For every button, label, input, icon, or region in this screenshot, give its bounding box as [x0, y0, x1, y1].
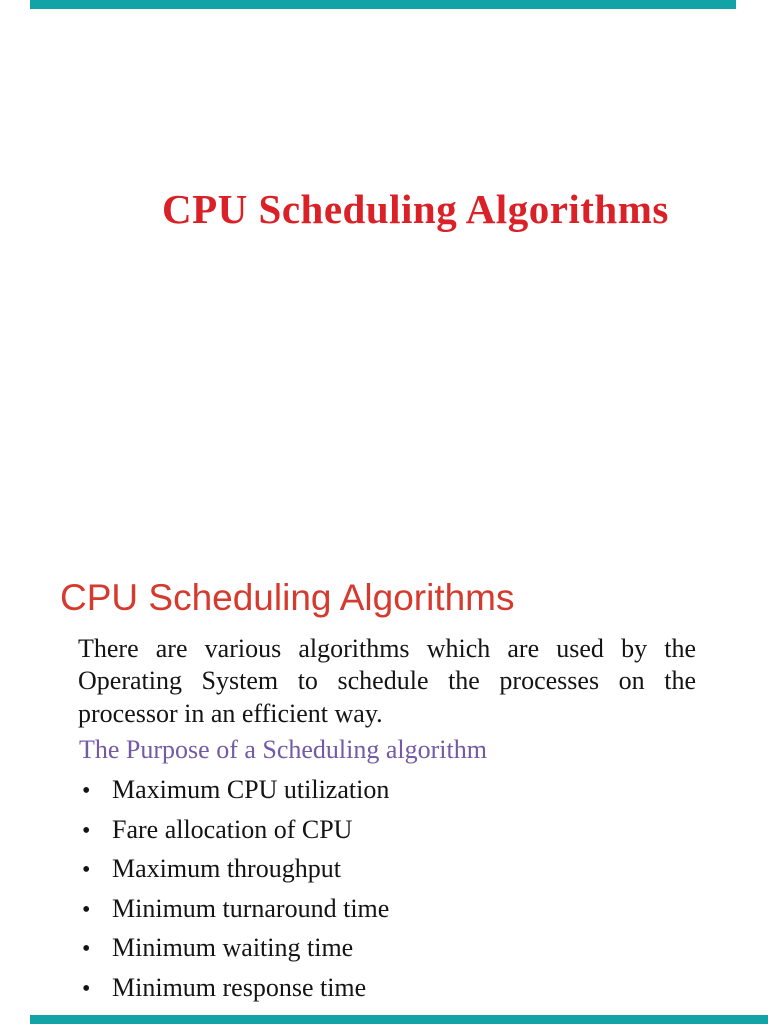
list-item-label: Maximum throughput — [112, 854, 341, 884]
bullet-icon: • — [82, 817, 91, 844]
purpose-bullet-list — [82, 771, 389, 1009]
body-paragraph — [78, 633, 696, 730]
list-item-label: Maximum CPU utilization — [112, 775, 390, 804]
list-item-label: Minimum waiting time — [112, 933, 354, 963]
list-item — [82, 771, 389, 811]
page-separator-bottom — [30, 1015, 768, 1024]
list-item — [82, 969, 389, 1009]
list-item — [82, 811, 389, 851]
bullet-icon: • — [82, 778, 91, 804]
bullet-icon: • — [82, 896, 91, 923]
paragraph-line: processor in an efficient way. — [78, 698, 383, 728]
list-item — [82, 890, 389, 930]
page-separator-top — [30, 0, 736, 9]
list-item — [82, 850, 389, 890]
slide-title: CPU Scheduling Algorithms — [162, 186, 669, 232]
list-item — [82, 929, 389, 969]
bullet-icon: • — [82, 936, 91, 963]
paragraph-line: There are various algorithms which are used by the — [78, 634, 696, 663]
bullet-icon: • — [82, 975, 91, 1002]
bullet-icon: • — [82, 857, 91, 884]
purpose-subheading: The Purpose of a Scheduling algorithm — [79, 735, 487, 764]
paragraph-line: Operating System to schedule the processes on the — [78, 666, 696, 696]
list-item-label: Fare allocation of CPU — [112, 814, 353, 844]
list-item-label: Minimum turnaround time — [112, 893, 390, 923]
section-heading: CPU Scheduling Algorithms — [60, 577, 515, 618]
list-item-label: Minimum response time — [112, 972, 367, 1002]
